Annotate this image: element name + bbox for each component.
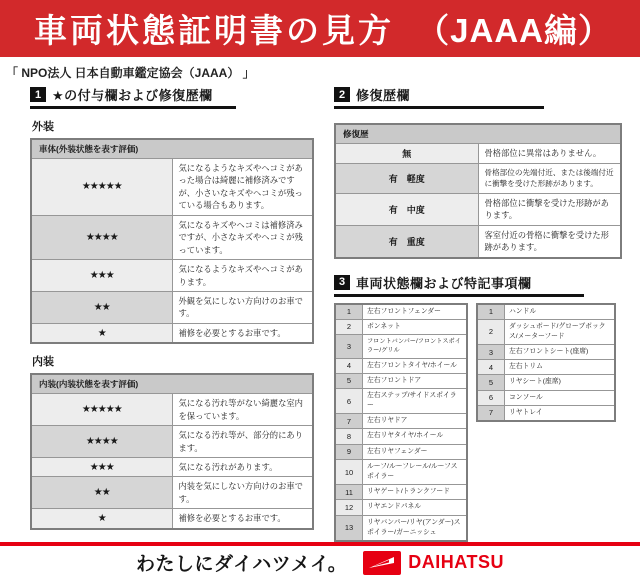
- interior-label: 内装: [32, 356, 54, 369]
- repair-description: 骨格部位に異常はありません。: [478, 144, 621, 164]
- part-name-cell: コンソール: [505, 390, 616, 405]
- section3-title: 車両状態欄および特記事項欄: [356, 275, 532, 291]
- star-rating-cell: ★★: [31, 477, 172, 509]
- footer: [0, 542, 640, 580]
- repair-description: 骨格部位に衝撃を受けた形跡があります。: [478, 193, 621, 225]
- table-row: [31, 458, 313, 477]
- table-row: [335, 388, 467, 413]
- rating-description: 気になるようなキズやヘコミがあった場合は綺麗に補修済みですが、小さいなキズやヘコミが残っている場合もあります。: [172, 159, 313, 216]
- content-columns: [0, 83, 640, 542]
- table-row: [335, 485, 467, 500]
- table-row: [335, 193, 621, 225]
- page-title-edition: （JAAA編）: [416, 12, 612, 49]
- section3-heading: [334, 273, 584, 297]
- star-rating-cell: ★★★: [31, 458, 172, 477]
- part-number-cell: 1: [335, 304, 363, 320]
- part-number-cell: 9: [335, 444, 363, 459]
- part-number-cell: 8: [335, 429, 363, 444]
- star-rating-cell: ★★★: [31, 260, 172, 292]
- repair-history-table: [334, 123, 622, 259]
- part-number-cell: 3: [335, 334, 363, 358]
- daihatsu-brand-text: DAIHATSU: [408, 552, 504, 573]
- rating-description: 気になるようなキズやヘコミがあります。: [172, 260, 313, 292]
- star-rating-cell: ★★★★★: [31, 394, 172, 426]
- table-row: [335, 444, 467, 459]
- part-name-cell: フロントバンパー/フロントスポイラー/グリル: [363, 334, 468, 358]
- table-row: [335, 515, 467, 541]
- table-row: [31, 159, 313, 216]
- part-name-cell: リヤシート(座席): [505, 375, 616, 390]
- issuer-subtitle: 「 NPO法人 日本自動車鑑定協会（JAAA） 」: [6, 66, 255, 80]
- part-name-cell: リヤゲート/トランクフード: [363, 485, 468, 500]
- table-row: [335, 225, 621, 257]
- part-number-cell: 6: [335, 388, 363, 413]
- daihatsu-logo-icon: [363, 551, 401, 575]
- table-row: [31, 215, 313, 259]
- table-row: [31, 291, 313, 323]
- part-number-cell: 5: [335, 373, 363, 388]
- part-name-cell: 左右リヤドア: [363, 414, 468, 429]
- exterior-label: 外装: [32, 121, 54, 133]
- part-number-cell: 12: [335, 500, 363, 515]
- part-name-cell: 左右フロントフェンダー: [363, 304, 468, 320]
- repair-grade-cell: 有 軽度: [335, 164, 478, 194]
- table-header-row: [335, 124, 621, 144]
- part-name-cell: 左右リヤフェンダー: [363, 444, 468, 459]
- star-rating-cell: ★: [31, 323, 172, 343]
- table-row: [335, 414, 467, 429]
- parts-tables: [334, 303, 622, 542]
- part-number-cell: 7: [335, 414, 363, 429]
- table-row: [335, 334, 467, 358]
- exterior-rating-table: [30, 138, 314, 344]
- part-name-cell: 左右リヤタイヤ/ホイール: [363, 429, 468, 444]
- repair-grade-cell: 有 重度: [335, 225, 478, 257]
- daihatsu-brand: [363, 551, 504, 575]
- section1-number-badge: 1: [30, 87, 46, 102]
- table-row: [335, 319, 467, 334]
- section-star-ratings: [30, 85, 314, 530]
- exterior-table-header: 車体(外装状態を表す評価): [31, 139, 313, 159]
- table-row: [477, 304, 615, 320]
- table-row: [335, 358, 467, 373]
- star-rating-cell: ★: [31, 509, 172, 529]
- star-rating-cell: ★★★★: [31, 426, 172, 458]
- section-repair-and-parts: [334, 85, 622, 542]
- part-number-cell: 7: [477, 405, 505, 421]
- rating-description: 気になる汚れ等がない綺麗な室内を保っています。: [172, 394, 313, 426]
- table-header-row: [31, 139, 313, 159]
- table-row: [477, 405, 615, 421]
- part-name-cell: リヤバンパー/リヤ(アンダー)スポイラー/ガーニッシュ: [363, 515, 468, 541]
- part-number-cell: 6: [477, 390, 505, 405]
- part-number-cell: 11: [335, 485, 363, 500]
- table-row: [31, 509, 313, 529]
- repair-description: 客室付近の骨格に衝撃を受けた形跡があります。: [478, 225, 621, 257]
- part-name-cell: 左右トリム: [505, 360, 616, 375]
- table-row: [477, 360, 615, 375]
- star-rating-cell: ★★★★★: [31, 159, 172, 216]
- table-row: [335, 373, 467, 388]
- rating-description: 補修を必要とするお車です。: [172, 509, 313, 529]
- table-row: [335, 500, 467, 515]
- table-row: [335, 144, 621, 164]
- part-name-cell: ボンネット: [363, 319, 468, 334]
- rating-description: 外観を気にしない方向けのお車です。: [172, 291, 313, 323]
- section2-heading: [334, 85, 544, 109]
- star-rating-cell: ★★: [31, 291, 172, 323]
- table-row: [31, 477, 313, 509]
- part-number-cell: 3: [477, 345, 505, 360]
- interior-parts-table: [476, 303, 616, 423]
- rating-description: 内装を気にしない方向けのお車です。: [172, 477, 313, 509]
- part-number-cell: 2: [477, 319, 505, 344]
- part-name-cell: リヤトレイ: [505, 405, 616, 421]
- section1-heading: [30, 85, 236, 109]
- interior-rating-table: [30, 373, 314, 530]
- repair-grade-cell: 有 中度: [335, 193, 478, 225]
- table-row: [31, 426, 313, 458]
- table-row: [477, 375, 615, 390]
- table-row: [335, 304, 467, 320]
- table-row: [335, 459, 467, 484]
- exterior-parts-table: [334, 303, 468, 542]
- part-number-cell: 1: [477, 304, 505, 320]
- interior-table-header: 内装(内装状態を表す評価): [31, 374, 313, 394]
- part-name-cell: 左右フロントシート(座席): [505, 345, 616, 360]
- rating-description: 気になるキズやヘコミは補修済みですが、小さなキズやヘコミが残っています。: [172, 215, 313, 259]
- part-name-cell: 左右フロントタイヤ/ホイール: [363, 358, 468, 373]
- section3-number-badge: 3: [334, 275, 350, 290]
- rating-description: 気になる汚れ等が、部分的にあります。: [172, 426, 313, 458]
- table-row: [31, 394, 313, 426]
- part-name-cell: ハンドル: [505, 304, 616, 320]
- part-number-cell: 4: [335, 358, 363, 373]
- table-row: [31, 260, 313, 292]
- part-number-cell: 10: [335, 459, 363, 484]
- table-row: [477, 390, 615, 405]
- page-title: 車両状態証明書の見方: [34, 12, 394, 49]
- repair-description: 骨格部位の先端付近、または後端付近に衝撃を受けた形跡があります。: [478, 164, 621, 194]
- part-name-cell: ルーフ/ルーフレール/ルーフスポイラー: [363, 459, 468, 484]
- part-name-cell: 左右ステップ/サイドスポイラー: [363, 388, 468, 413]
- title-banner: [0, 0, 640, 57]
- repair-grade-cell: 無: [335, 144, 478, 164]
- table-row: [335, 164, 621, 194]
- part-name-cell: 左右フロントドア: [363, 373, 468, 388]
- part-name-cell: リヤエンドパネル: [363, 500, 468, 515]
- repair-table-header: 修復歴: [335, 124, 621, 144]
- star-rating-cell: ★★★★: [31, 215, 172, 259]
- section2-number-badge: 2: [334, 87, 350, 102]
- daihatsu-slogan: わたしにダイハツメイ。: [136, 554, 348, 576]
- table-header-row: [31, 374, 313, 394]
- part-number-cell: 4: [477, 360, 505, 375]
- table-row: [477, 319, 615, 344]
- part-number-cell: 13: [335, 515, 363, 541]
- rating-description: 補修を必要とするお車です。: [172, 323, 313, 343]
- rating-description: 気になる汚れがあります。: [172, 458, 313, 477]
- part-number-cell: 2: [335, 319, 363, 334]
- section1-title: ★の付与欄および修復歴欄: [52, 88, 213, 103]
- table-row: [31, 323, 313, 343]
- part-name-cell: ダッシュボード/グローブボックス/メーターフード: [505, 319, 616, 344]
- part-number-cell: 5: [477, 375, 505, 390]
- table-row: [335, 429, 467, 444]
- table-row: [477, 345, 615, 360]
- section2-title: 修復歴欄: [356, 88, 411, 103]
